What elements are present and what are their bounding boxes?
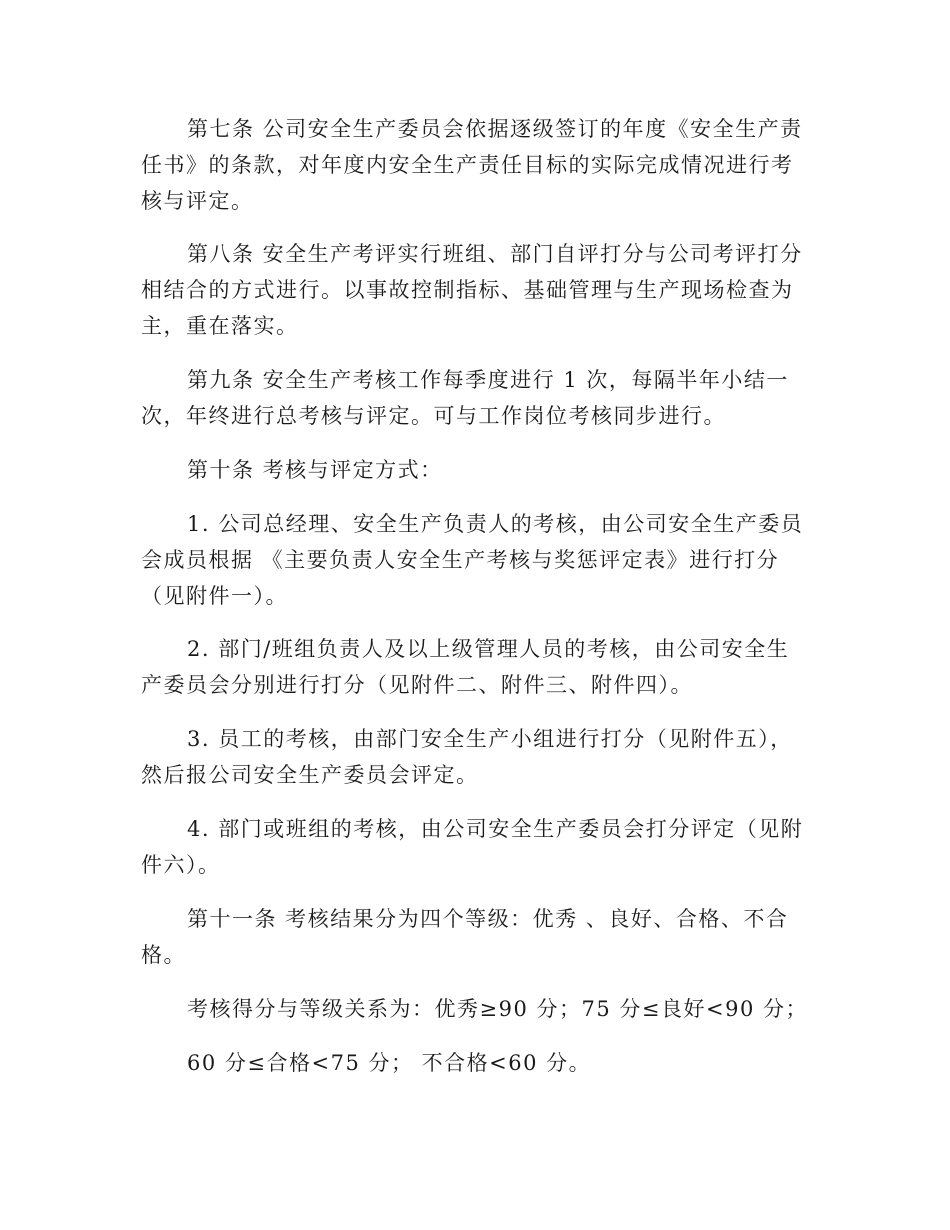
article-9-paragraph: 第九条 安全生产考核工作每季度进行 1 次，每隔半年小结一次，年终进行总考核与评定。可与工作岗位考核同步进行。 xyxy=(141,368,789,428)
article-11-paragraph: 第十一条 考核结果分为四个等级：优秀 、良好、合格、不合格。 xyxy=(141,907,789,967)
article-8-paragraph: 第八条 安全生产考评实行班组、部门自评打分与公司考评打分相结合的方式进行。以事故控制指标、基础管理与生产现场检查为主，重在落实。 xyxy=(141,242,803,338)
method-item-3: 3. 员工的考核，由部门安全生产小组进行打分（见附件五），然后报公司安全生产委员会评定。 xyxy=(141,727,793,787)
score-grade-relation-line-2: 60 分≤合格<75 分； 不合格<60 分。 xyxy=(187,1051,592,1075)
score-grade-relation-line-1: 考核得分与等级关系为：优秀≥90 分；75 分≤良好<90 分； xyxy=(187,997,808,1021)
article-10-heading: 第十条 考核与评定方式： xyxy=(187,458,443,482)
method-item-1: 1. 公司总经理、安全生产负责人的考核，由公司安全生产委员会成员根据 《主要负责人安全生产考核与奖惩评定表》进行打分（见附件一）。 xyxy=(141,512,804,608)
method-item-4: 4. 部门或班组的考核，由公司安全生产委员会打分评定（见附件六）。 xyxy=(141,817,804,877)
method-item-2: 2. 部门/班组负责人及以上级管理人员的考核，由公司安全生产委员会分别进行打分（见附件二、附件三、附件四）。 xyxy=(141,637,790,697)
article-7-paragraph: 第七条 公司安全生产委员会依据逐级签订的年度《安全生产责任书》的条款，对年度内安全生产责任目标的实际完成情况进行考核与评定。 xyxy=(141,117,803,213)
